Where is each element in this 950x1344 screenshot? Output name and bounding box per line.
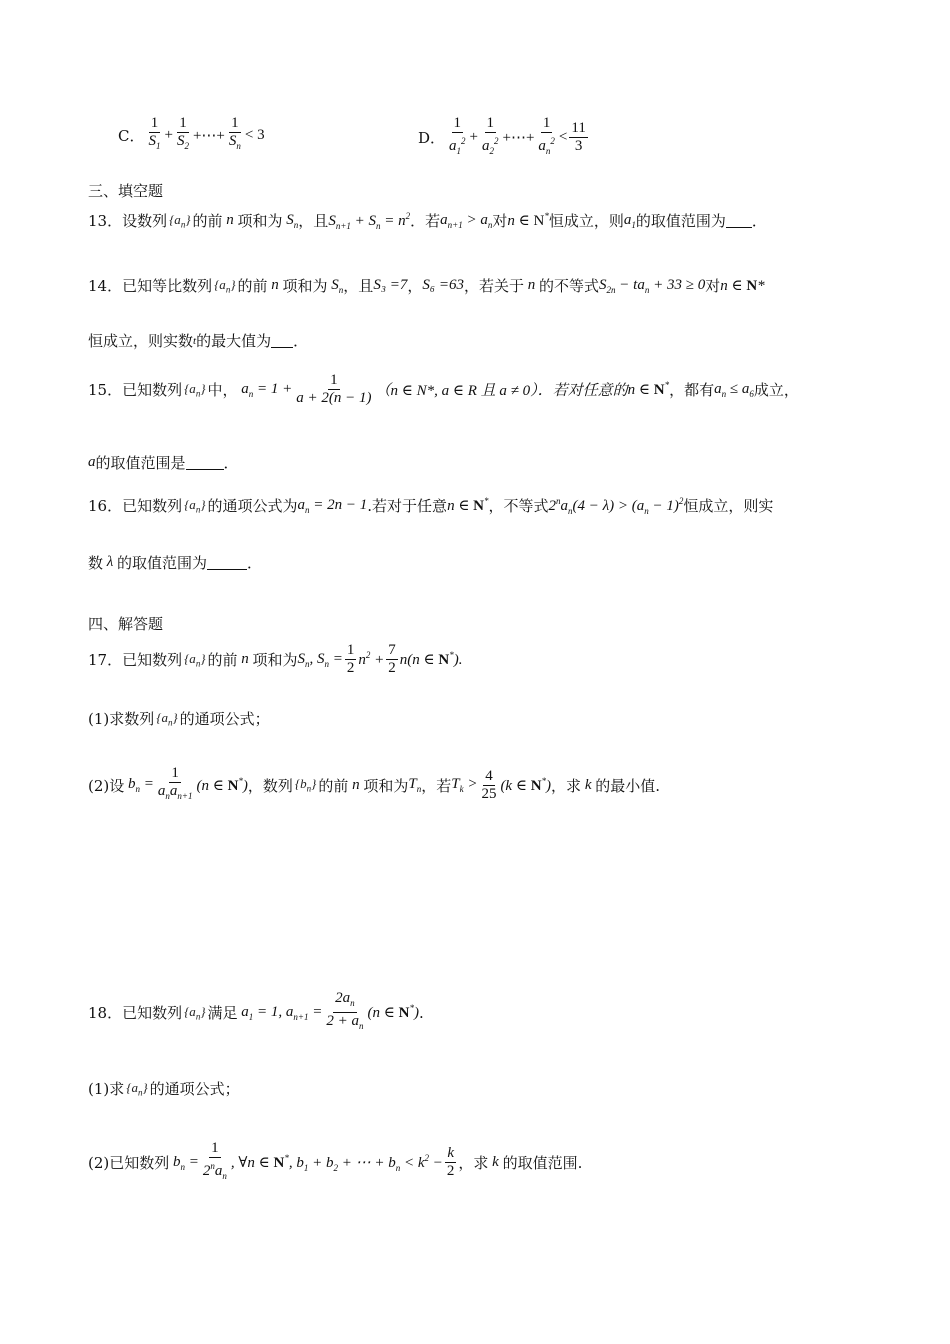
question-14: 14． 已知等比数列 $\{a_n\}$ 的前 n 项和为 $S_n$ ，且 S₃ =7 ， S₆ =63 ，若关于 n 的不等式 $S_{2n} - ta_n + 33 \ge 0$ 对 n ∈ N* <box>88 276 765 295</box>
question-17-part2: (2)设 $b_n$ = $\frac{1}{a_na_{n+1}}$ (n ∈ N*) ，数列 $\{b_n\}$ 的前 n 项和为 $T_n$ ，若 $T_k$ > $\frac{4}{25}$ (k ∈ N*) ，求 k 的最小值. <box>88 765 661 802</box>
question-17: 17． 已知数列 $\{a_n\}$ 的前 n 项和为 $S_n$, $S_n$ = $\frac{1}{2}$ $n^2$ + $\frac{7}{2}$ n(n ∈ N*). <box>88 642 463 676</box>
option-d-rhs-den: 3 <box>574 138 583 154</box>
question-18: 18． 已知数列 $\{a_n\}$ 满足 $a_1 = 1$, $a_{n+1}$ = $\frac{2a_n}{2 + a_n}$ (n ∈ N*) . <box>88 990 424 1031</box>
option-c-label: C． <box>118 126 145 145</box>
question-13: 13． 设数列 $\{a_n\}$ 的前 n 项和为 $S_n$ ，且 $S_{n+1} + S_n = n^2$ ．若 $a_{n+1} > a_n$ 对 n ∈ N* 恒成立，则 $a_1$ 的取值范围为 ． <box>88 210 767 231</box>
section-answer-heading: 四、解答题 <box>88 615 164 633</box>
question-18-part1: (1)求 $\{a_n\}$ 的通项公式； <box>88 1079 240 1098</box>
question-16: 16． 已知数列 $\{a_n\}$ 的通项公式为 $a_n = 2n - 1$ .若对于任意 n ∈ N* ，不等式 $2^na_n(4 - \lambda) > (a_n - 1)^2$ 恒成立，则实 <box>88 495 774 516</box>
option-d-rhs-num: 11 <box>571 120 586 136</box>
option-d-label: D． <box>418 129 446 147</box>
question-14-cont: 恒成立，则实数 t 的最大值为 ． <box>88 332 309 350</box>
question-16-cont: 数 λ 的取值范围为 ． <box>88 554 263 572</box>
option-c-rhs: < 3 <box>244 126 265 143</box>
question-17-part1: (1)求数列 $\{a_n\}$ 的通项公式； <box>88 709 270 728</box>
question-15: 15． 已知数列 $\{a_n\}$ 中， $a_n = 1$ + $\frac{1}{a + 2(n - 1)}$ （n ∈ N*, a ∈ R 且 a ≠ 0）．若对任意的 n ∈ N* ，都有 $a_n \le a_6$ 成立， <box>88 372 799 406</box>
question-15-cont: a 的取值范围是 ． <box>88 454 239 472</box>
question-18-part2: (2)已知数列 $b_n$ = $\frac{1}{2^na_n}$ , ∀n ∈ N*, $b_1 + b_2$ + ⋯ + $b_n < k^2$ − $\frac{k}{2}$ ，求 k 的取值范围. <box>88 1140 583 1181</box>
section-fill-heading: 三、填空题 <box>88 182 164 200</box>
option-d: D． $\frac{1}{a_1^2}$ + $\frac{1}{a_2^2}$ +⋯+ $\frac{1}{a_n^2}$ < $\frac{11}{3}$ <box>418 115 586 156</box>
option-c: C． $\frac{1}{S_1}$ + $\frac{1}{S_2}$ +⋯+ $\frac{1}{S_n}$ < 3 <box>118 115 265 151</box>
